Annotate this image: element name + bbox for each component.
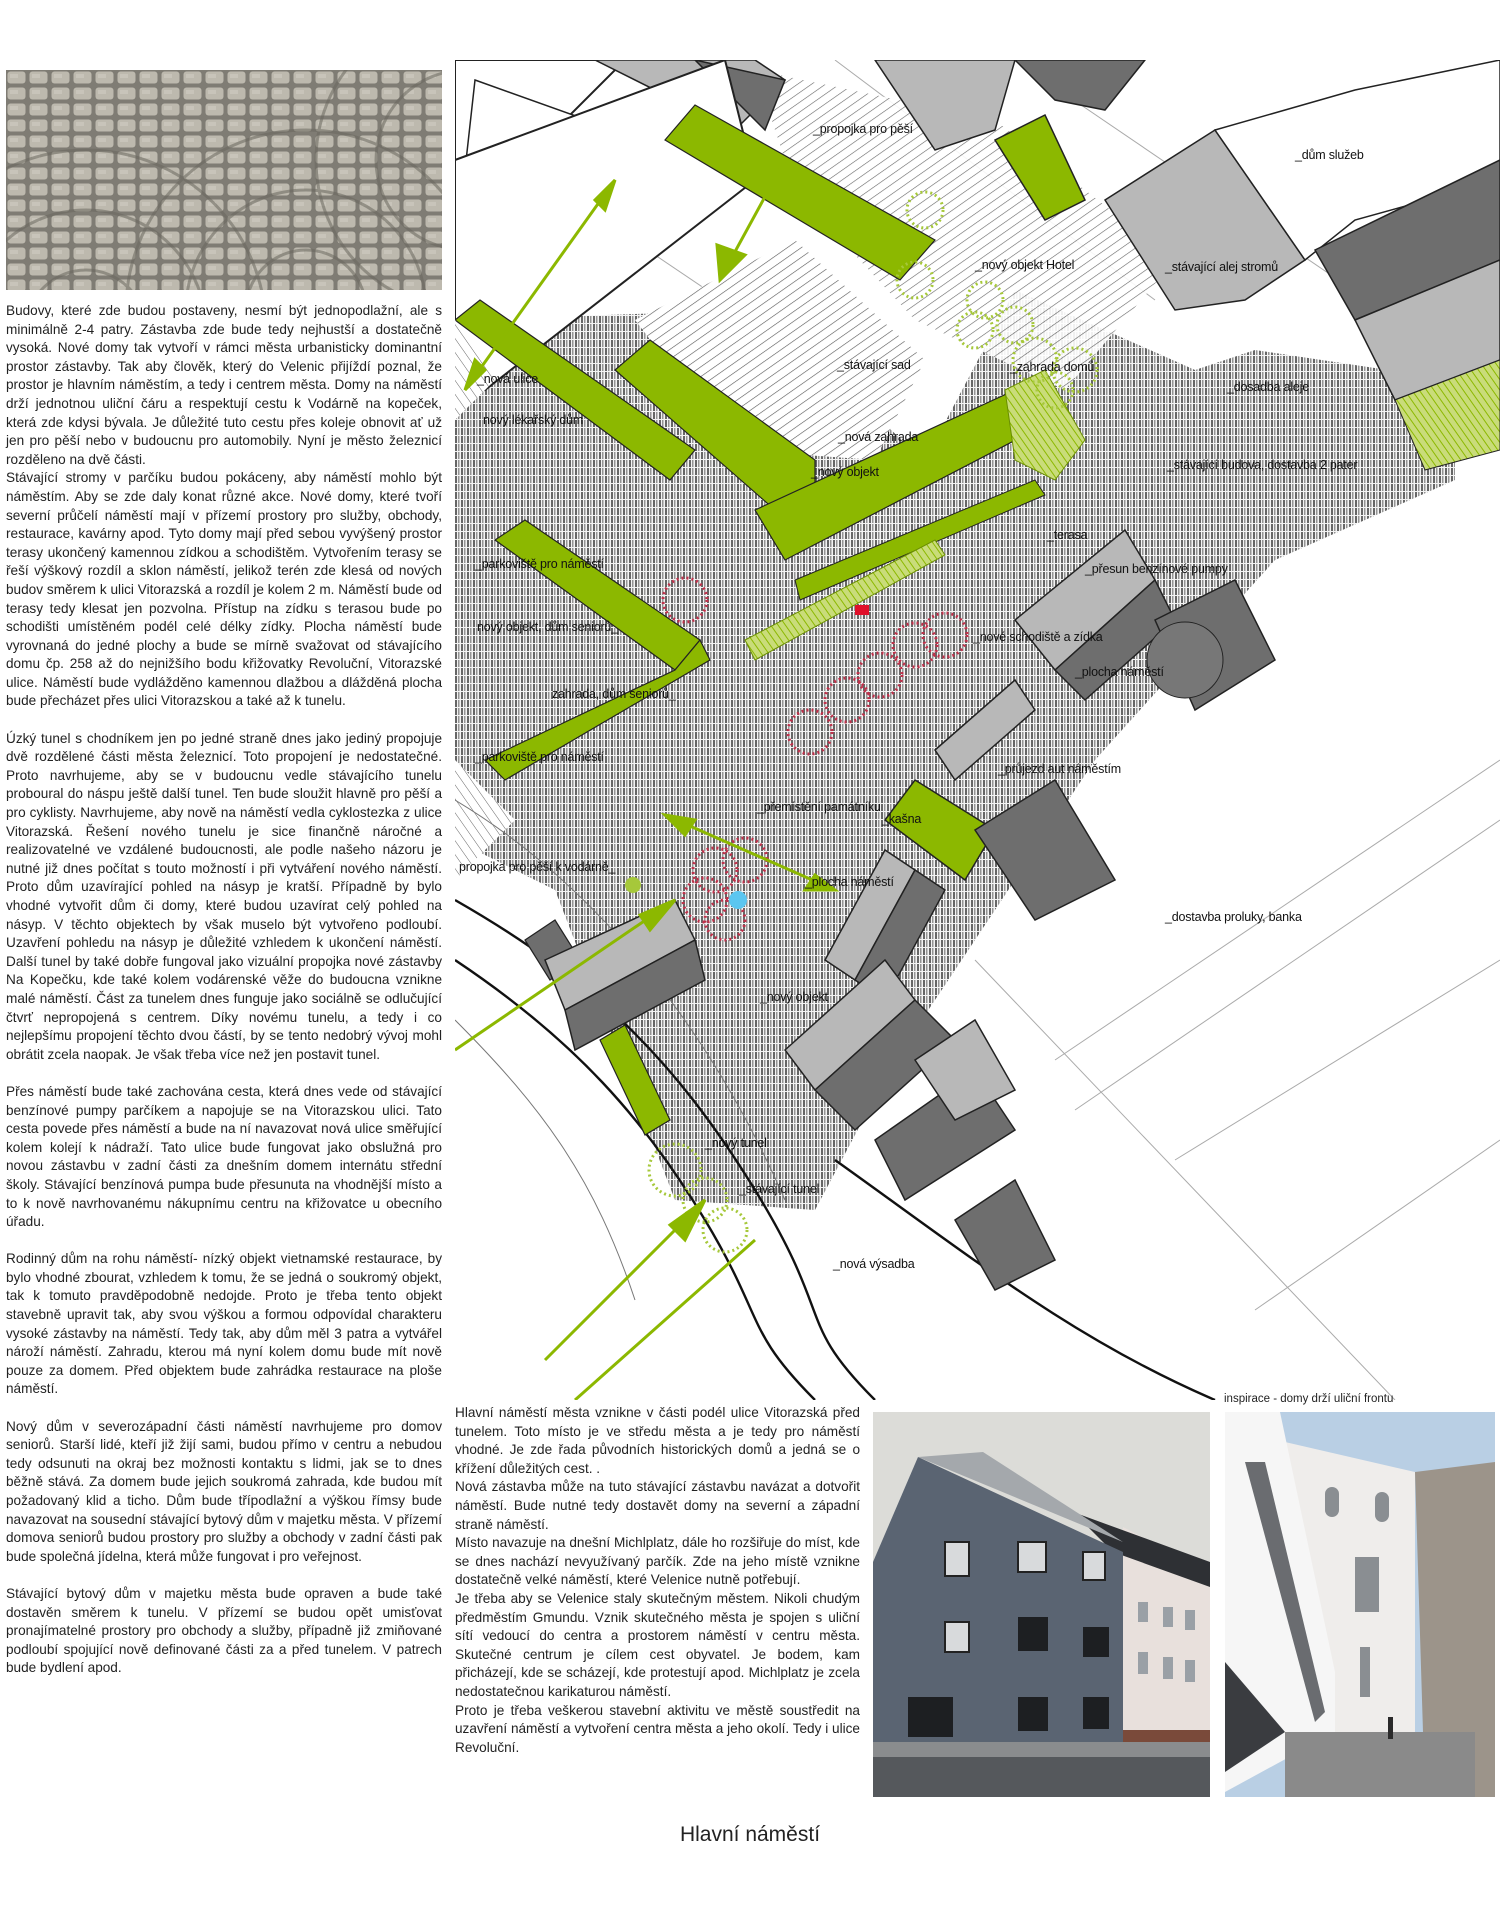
map-label: _nové schodiště a zídka (973, 630, 1103, 644)
site-plan (455, 60, 1500, 1400)
map-label: _stávající tunel (739, 1182, 820, 1196)
map-label: propojka pro pěší k vodárně_ (459, 860, 616, 874)
map-label: _přesun benzínové pumpy (1085, 562, 1228, 576)
map-label: _plocha náměstí (1075, 665, 1164, 679)
paragraph: Hlavní náměstí města vznikne v části podél ulice Vitorazská před tunelem. Toto místo je ve středu města a je tedy pro náměstí vhodné. Je zde řada původních historických domů a jedná se o křížení důležitých cest. . (455, 1405, 860, 1476)
paragraph: Přes náměstí bude také zachována cesta, která dnes vede od stávající benzínové pumpy parčíkem a napojuje se na Vitorazskou ulici. Tato cesta povede přes náměstí a bude na ní navazovat nová ulice směřující kolem kolejí k nádraží. Tato ulice bude fungovat jako obslužná pro novou zástavbu v zadní části za dnešním domem internátu střední školy. Stávající benzínová pumpa bude přesunuta na vhodnější místo a to k nově navrhovanému nákupnímu centru na křižovatce u obecního úřadu. (6, 1083, 442, 1230)
paragraph: Nový dům v severozápadní části náměstí navrhujeme pro domov seniorů. Starší lidé, kteří již žijí sami, budou přímo v centru a nebudou tedy odsunuti na okraj bez možnosti kontaktu s lidmi, jak se to dnes běžně stává. Za domem bude jejich soukromá zahrada, kde budou mít požadovaný klid a ticho. Dům bude třípodlažní a výškou římsy bude navazovat na sousední stávající bytový dům v majetku města. V přízemí domova seniorů budou prostory pro služby a obchody v zadní části pak bude společná jídelna, která může fungovat i pro veřejnost. (6, 1418, 442, 1564)
map-label: _nový objekt (760, 990, 828, 1004)
paragraph: Budovy, které zde budou postaveny, nesmí být jednopodlažní, ale s minimálně 2-4 patry. Zástavba zde bude tedy nejhustší a dostatečně vysoká. Nové domy tak vytvoří v rámci města urbanisticky dominantní prostor zástavby. Tak aby člověk, který do Velenic přijíždí poznal, že prostor je hlavním náměstím, a tedy i centrem města. Domy na náměstí drží jednotnou uliční čáru a respektují cestu k Vodárně na kopeček, která zde kdysi bývala. Je důležité tuto cestu přes koleje obnovit ať už jen pro pěší nebo v budoucnu pro automobily. Nyní je město železnicí rozděleno na dvě části. (6, 303, 442, 467)
map-label: nový objekt, dům seniorů_ (477, 620, 618, 634)
fuel-pump (855, 605, 869, 615)
map-label: _nový objekt Hotel (975, 258, 1075, 272)
map-label: _stávající sad (837, 358, 911, 372)
map-label: zahrada, dům seniorů_ (552, 687, 676, 701)
map-label: _dům služeb (1295, 148, 1364, 162)
paragraph: Stávající bytový dům v majetku města bude opraven a bude také dostavěn směrem k tunelu. V přízemí se budou opět umisťovat pronajímatelné prostory pro obchody a služby, případně již zmiňované podloubí spojující nově definované části za a před tunelem. V patrech bude bydlení apod. (6, 1585, 442, 1676)
inspiration-caption: inspirace - domy drží uliční frontu (1224, 1393, 1394, 1405)
white-street-illustration (1225, 1412, 1495, 1797)
map-label: _nová ulice (477, 372, 539, 386)
map-label: _stávající budova, dostavba 2 pater (1167, 458, 1358, 472)
map-label: _nová zahrada (838, 430, 919, 444)
middle-text-column (455, 1404, 860, 1757)
cobblestone-pattern (6, 70, 442, 290)
left-text-column (6, 302, 442, 1678)
map-label: _zahrada domů (1010, 360, 1095, 374)
paragraph: Rodinný dům na rohu náměstí- nízký objekt vietnamské restaurace, by bylo vhodné zbourat, vzhledem k tomu, že se jedná o soukromý objekt, tak k tomuto pravděpodobně nedojde. Proto je třeba tento objekt stavebně upravit tak, aby svou výškou a formou odpovídal charakteru vysoké zástavby na náměstí. Tedy tak, aby dům měl 3 patra a vytvářel nároží náměstí. Zahradu, kterou má nyní kolem domu bude mít nově pouze za domem. Před objektem bude zahrádka restaurace na ploše náměstí. (6, 1251, 442, 1397)
map-label: _dosadba aleje (1227, 380, 1309, 394)
paragraph: Stávající stromy v parčíku budou pokáceny, aby náměstí mohlo být náměstím. Aby se zde daly konat různé akce. Nové domy, které tvoří severní průčelí náměstí mají v přízemí prostory pro služby, obchody, restaurace, kavárny apod. Tyto domy mají před sebou vyvýšený prostor terasy ukončený kamennou zídkou a schodištěm. Vytvořením terasy se řeší výškový rozdíl a sklon náměstí, jelikož terén zde klesá od nových budov směrem k ulici Vitorazská a rozdíl je kolem 2 m. Náměstí bude od terasy tedy klesat jen pozvolna. Přístup na zídku s terasou bude po schodišti umístěném podél celé délky zídky. Plocha náměstí bude vyrovnaná do jedné plochy a bude se mírně svažovat od stávajícího domu čp. 258 až do nejnižšího bodu křižovatky Revoluční, Vitorazské ulice. Náměstí bude vydlážděno kamennou dlažbou a dlážděná plocha bude přecházet přes ulici Vitorazskou a také až k tunelu. (6, 470, 442, 709)
fountain (729, 891, 747, 909)
paragraph: Úzký tunel s chodníkem jen po jedné straně dnes jako jediný propojuje dvě rozdělené části města železnicí. Toto propojení je nedostatečné. Proto navrhujeme, aby se v budoucnu vedle stávajícího tunelu proboural do náspu ještě další tunel. Ten bude sloužit hlavně pro pěší a pro cyklisty. Navrhujeme, aby nově na náměstí vedla cyklostezka z ulice Vitorazská. Řešení nového tunelu je sice finančně náročné a realizovatelné ve vzdálené budoucnosti, ale podle našeho názoru je nutné již dnes počítat s touto možností i při vytváření nového náměstí. Proto dům uzavírající pohled na násyp je kratší. Případně by bylo vhodné vytvořit dům či domy, které budou uzavírat celý pohled na násyp. V těchto objektech by však muselo být vytvořeno podloubí. Uzavření pohledu na násyp je důležité vzhledem k ukončení náměstí. Další tunel by také dobře fungoval jako vizuální propojka nové zástavby Na Kopečku, kde také kolem vodárenské věže do budoucna vznikne malé náměstí. Část za tunelem dnes funguje jako sociálně se odlučující čtvrť nepropojená s centrem. Díky novému tunelu, a tedy i co nejlepšímu propojení těchto dvou částí, by se tento nedobrý vývoj mohl obrátit zcela naopak. Je však třeba více než jen postavit tunel. (6, 730, 442, 1062)
paragraph: Místo navazuje na dnešní Michlplatz, dále ho rozšiřuje do míst, kde se dnes nachází nevyužívaný parčík. Zde na jeho místě vznikne dostatečně velké náměstí, které Velenice nutně potřebují. (455, 1535, 860, 1588)
map-label: _plocha náměstí (805, 875, 894, 889)
map-label: _nový objekt (811, 465, 879, 479)
map-label: _stávající alej stromů (1165, 260, 1279, 274)
page-title: Hlavní náměstí (679, 1823, 821, 1846)
map-label: _terasa (1047, 528, 1088, 542)
cobblestone-photo (6, 70, 442, 290)
map-label: _nová výsadba (833, 1257, 915, 1271)
map-label: _parkoviště pro náměstí (475, 750, 604, 764)
map-label: _nový tunel (705, 1136, 767, 1150)
existing-building (1015, 60, 1145, 110)
map-label: _dostavba proluky, banka (1165, 910, 1302, 924)
map-label: _kašna (882, 812, 922, 826)
memorial-relocation (625, 877, 641, 893)
paragraph: Proto je třeba veškerou stavební aktivitu ve městě soustředit na uzavření náměstí a vytvoření centra města a jeho okolí. Tedy i ulice Revoluční. (455, 1702, 860, 1755)
map-label: _parkoviště pro náměstí (475, 557, 604, 571)
paragraph: Je třeba aby se Velenice staly skutečným městem. Nikoli chudým předměstím Gmundu. Vznik skutečného města je spojen s uliční sítí vedoucí do centra a prostorem náměstí v centru města. Skutečné centrum je cílem cest obyvatel. Je bodem, kam přicházejí, kde se scházejí, kde protestují apod. Michlplatz je zcela nedostatečnou karikaturou náměstí. (455, 1590, 860, 1699)
map-label: _průjezd aut náměstím (998, 762, 1121, 776)
map-label: _propojka pro pěší (813, 122, 913, 136)
existing-round-tower (1147, 622, 1223, 698)
inspiration-photo-grey-house (873, 1412, 1210, 1797)
inspiration-photo-white-street (1225, 1412, 1495, 1797)
existing-row (955, 1180, 1055, 1290)
paragraph: Nová zástavba může na tuto stávající zástavbu navázat a dotvořit náměstí. Bude nutné tedy dostavět domy na severní a západní straně náměstí. (455, 1479, 860, 1532)
grey-house-illustration (873, 1412, 1210, 1797)
map-label: nový lékařský dům (483, 413, 584, 427)
map-label: _přemístění památníku (757, 800, 881, 814)
